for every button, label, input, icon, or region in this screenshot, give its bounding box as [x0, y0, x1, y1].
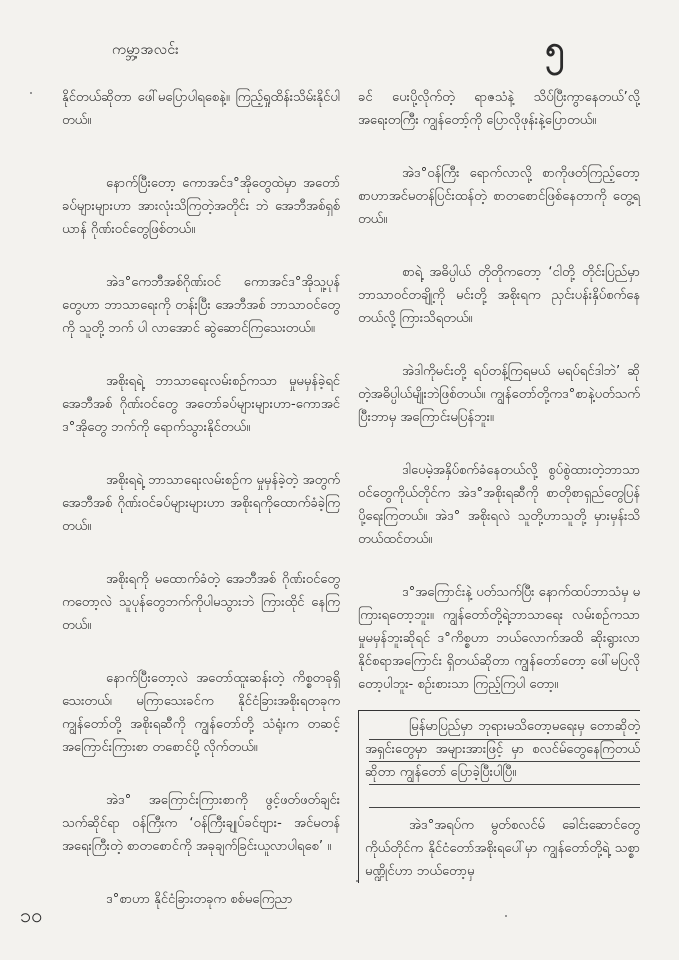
- paragraph: အဲဒါကိုမင်းတို့ ရပ်တန့်ကြရမယ် မရပ်ရင်ဒါဘဲ’ ဆိုတဲ့အဓိပ္ပါယ်မျိုးဘဲဖြစ်တယ်။ ကျွန်တော်တို့ကဒ°စာနဲ့ပတ်သက်ပြီးဘာမှ အကြောင်းမပြန်ဘူး။: [358, 364, 640, 425]
- paragraph: အဲဒ°ဝန်ကြီး ရောက်လာလို့ စာကိုဖတ်ကြည့်တော့ စာဟာအင်မတန်ပြင်းထန်တဲ့ စာတစောင်ဖြစ်နေတာကို တွေ့ရတယ်။: [358, 166, 640, 227]
- paragraph: ဒါပေမဲ့အနှိပ်စက်ခံနေတယ်လို့ စွပ်စွဲထားတဲ့ဘာသာဝင်တွေကိုယ်တိုင်က အဲဒ°အစိုးရဆီကို စာတိုစာရှည်တွေပြန်ပို့ရေးကြတယ်။ အဲဒ° အစိုးရလဲ သူတို့ဟာသူတို့ မှားမှန်းသိတယ်ထင်တယ်။: [358, 463, 640, 547]
- paragraph: နိုင်တယ်ဆိုတာ ဖေါ်မပြောပါရစေနဲ့။ ကြည့်ရှုထိန်းသိမ်းနိုင်ပါတယ်။: [62, 90, 340, 128]
- print-speck: [505, 915, 507, 917]
- underline-rule: [369, 739, 640, 740]
- underline-rule: [369, 761, 640, 762]
- paragraph: စာရဲ့ အဓိပ္ပါယ် တိုတိုကတော့ ‘ငါတို့ တိုင်းပြည်မှာ ဘာသာဝင်တချို့ကို မင်းတို့ အစိုးရက ညှင်းပန်းနှိပ်စက်နေတယ်လို့ ကြားသိရတယ်။: [358, 265, 640, 326]
- underline-rule: [369, 784, 640, 785]
- paragraph: မြန်မာပြည်မှာ ဘုရားမသိတော့မရေးမှ တောဆိုတဲ့ အရှင်းတွေမှာ အများအားဖြင့် မှာ စလင်မ်တွေနေကြတယ်ဆိုတာ ကျွန်တော် ပြောခဲ့ပြီးပါပြီ။: [365, 719, 640, 780]
- paragraph: နောက်ပြီးတော့လဲ အတော်ထူးဆန်းတဲ့ ကိစ္စတခုရှိသေးတယ်၊ မကြာသေးခင်က နိုင်ငံခြားအစိုးရတခုက ကျွန်တော်တို့ အစိုးရဆီကို ကျွန်တော်တို့ သံရုံးက တဆင့် အကြောင်းကြားစာ တစောင်ပို့ လိုက်တယ်။: [62, 671, 340, 755]
- right-column: [358, 86, 640, 897]
- paragraph: အဲဒ°ကေဘီအစ်ဂိုဏ်းဝင် ကောအင်ဒ°အိုသူ့ပုန်တွေဟာ ဘာသာရေးကို တန်းပြီး အေဘီအစ် ဘာသာဝင်တွေကို သူတို့ ဘက် ပါ လာအောင် ဆွဲဆောင်ကြသေးတယ်။: [62, 275, 340, 336]
- running-title: ကမ္ဘာ့အလင်း: [112, 42, 180, 58]
- paragraph: ဒ°အကြောင်းနဲ့ ပတ်သက်ပြီး နောက်ထပ်ဘာသံမှ မကြားရတော့ဘူး။ ကျွန်တော်တို့ရဲ့ဘာသာရေး လမ်းစဉ်ကသာ မှုမမှန်ဘူးဆိုရင် ဒ°ကိစ္စဟာ ဘယ်လောက်အထိ ဆိုးရွားလာနိုင်စရာအကြောင်း ရှိတယ်ဆိုတာ ကျွန်တော်တော့ ဖေါ်မပြလိုတော့ပါဘူး- စဉ်းစားသာ ကြည့်ကြပါ တော့။: [358, 585, 640, 692]
- paragraph: အဲဒ° အကြောင်းကြားစာကို ဖွင့်ဖတ်ဖတ်ချင်းသက်ဆိုင်ရာ ဝန်ကြီးက ‘ဝန်ကြီးချုပ်ခင်ဗျား- အင်မတန်အရေးကြီးတဲ့ စာတစောင်ကို အခုချက်ခြင်းယူလာပါရစေ’ ။: [62, 793, 340, 854]
- print-speck: [30, 92, 32, 94]
- page-number-bottom: ၁၀: [20, 903, 43, 927]
- paragraph: အစိုးရရဲ့ ဘာသာရေးလမ်းစဉ်က မှုမှန်ခဲ့တဲ့ အတွက်အေဘီအစ် ဂိုဏ်းဝင်ခပ်များများဟာ အစိုးရကိုထောက်ခံခဲ့ကြတယ်။: [62, 473, 340, 534]
- paragraph: ဒ°စာဟာ နိုင်ငံခြားတခုက စစ်မကြေညာ: [106, 892, 293, 907]
- left-column: [62, 86, 340, 935]
- print-speck: [356, 880, 358, 882]
- paragraph: အဲဒ°အရပ်က မွတ်စလင်မ် ခေါင်းဆောင်တွေကိုယ်တိုင်က နိုင်ငံတော်အစိုးရပေါ်မှာ ကျွန်တော်တို့ရဲ့ သစ္စာမဏ္ဍိုင်ဟာ ဘယ်တော့မှ: [365, 818, 640, 879]
- paragraph: အစိုးရရဲ့ ဘာသာရေးလမ်းစဉ်ကသာ မှုမမှန်ခဲ့ရင် အေဘီအစ် ဂိုဏ်းဝင်တွေ အတော်ခပ်များများဟာ-ကောအင်ဒ°အိုတွေ ဘက်ကို ရောက်သွားနိုင်တယ်။: [62, 374, 340, 435]
- paragraph: နောက်ပြီးတော့ ကောအင်ဒ°အိုတွေထဲမှာ အတော်ခပ်များများဟာ အားလုံးသိကြတဲ့အတိုင်း ဘဲ အေဘီအစ်ရှစ်ယာန် ဂိုဏ်းဝင်တွေဖြစ်တယ်။: [62, 176, 340, 237]
- underline-rule: [369, 807, 640, 808]
- paragraph: အစိုးရကို မထောက်ခံတဲ့ အေဘီအစ် ဂိုဏ်းဝင်တွေကတော့လဲ သူပုန်တွေဘက်ကိုပါမသွားဘဲ ကြားထိုင် နေကြတယ်။: [62, 572, 340, 633]
- page-number: ၅: [545, 29, 565, 69]
- underlined-passage: [358, 710, 640, 883]
- paragraph: ခင် ပေးပို့လိုက်တဲ့ ရာဇသံနဲ့ သိပ်ပြီးကွာနေတယ်’လို့ အရေးတကြီး ကျွန်တော့်ကို ပြောလိုဖုန်းနဲ့ပြောတယ်။: [358, 90, 640, 128]
